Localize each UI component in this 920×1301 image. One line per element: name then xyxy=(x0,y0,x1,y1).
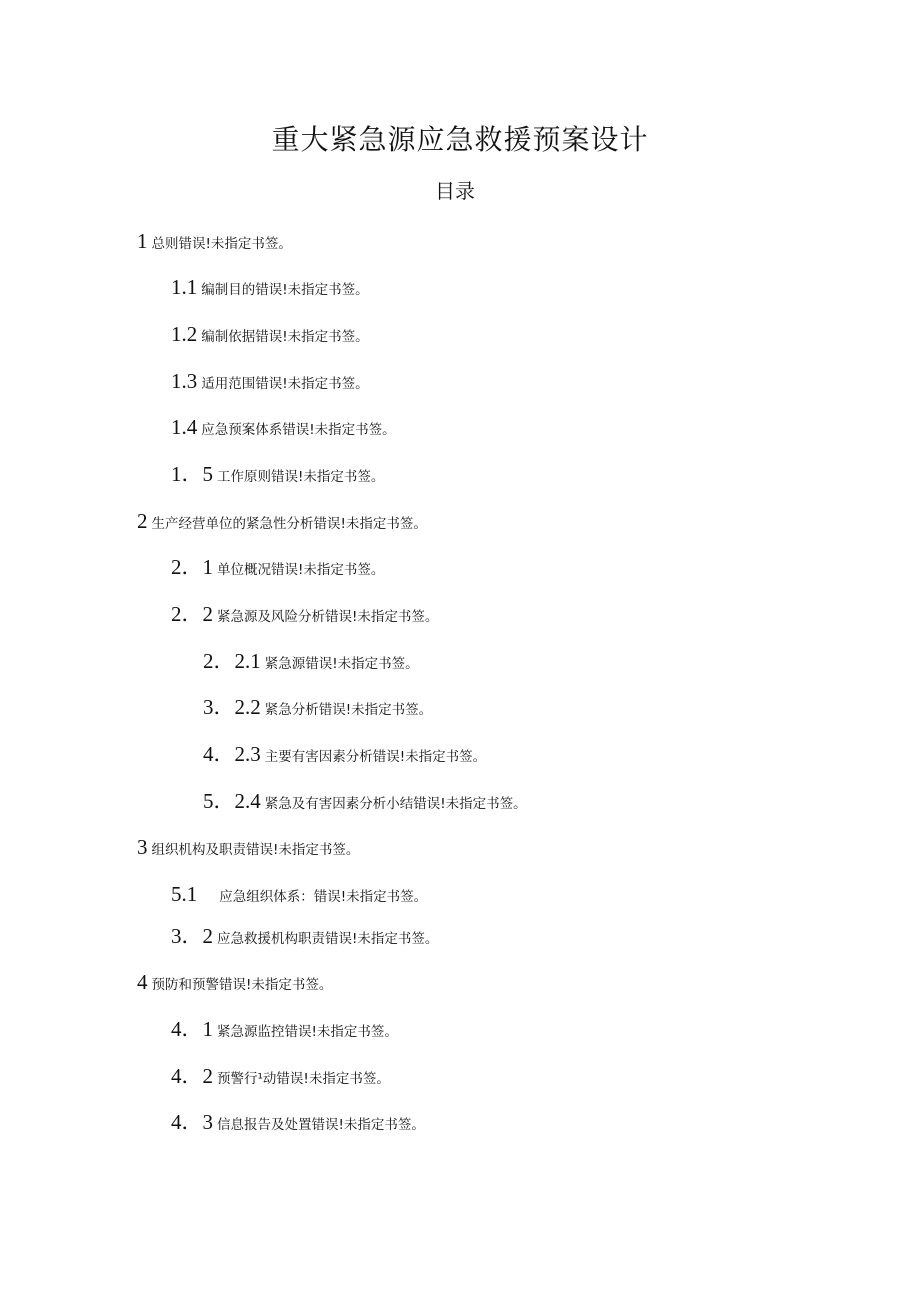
toc-entry-text: 适用范围错误!未指定书签。 xyxy=(201,376,369,392)
toc-entry-text: 总则错误!未指定书签。 xyxy=(151,236,292,252)
toc-entry-text: 生产经营单位的紧急性分析错误!未指定书签。 xyxy=(151,516,427,532)
toc-entry[interactable] xyxy=(137,507,427,535)
toc-entry-number: 3 xyxy=(137,835,148,859)
toc-entry[interactable] xyxy=(171,273,369,301)
toc-entry-number: 3．2.2 xyxy=(203,695,261,719)
toc-entry-number: 5.1 xyxy=(171,882,198,906)
toc-entry-text: 紧急分析错误!未指定书签。 xyxy=(264,702,433,718)
toc-entry-number: 1．5 xyxy=(171,462,213,486)
toc-entry-text: 编制目的错误!未指定书签。 xyxy=(201,282,369,298)
toc-entry[interactable] xyxy=(171,413,396,441)
toc-entry[interactable] xyxy=(171,1062,390,1090)
toc-entry-text: 工作原则错误!未指定书签。 xyxy=(217,469,385,485)
toc-entry-text: 编制依据错误!未指定书签。 xyxy=(201,329,369,345)
toc-entry-text: 紧急源监控错误!未指定书签。 xyxy=(217,1024,398,1040)
toc-entry-text: 紧急源及风险分析错误!未指定书签。 xyxy=(217,609,439,625)
toc-entry-text: 应急救援机构职责错误!未指定书签。 xyxy=(217,931,439,947)
toc-entry-text: 组织机构及职责错误!未指定书签。 xyxy=(151,842,360,858)
toc-entry[interactable] xyxy=(203,740,486,768)
toc-entry-number: 4．3 xyxy=(171,1110,213,1134)
toc-entry-number: 4．2.3 xyxy=(203,742,261,766)
toc-entry[interactable] xyxy=(171,922,438,950)
toc-entry-number: 2 xyxy=(137,509,148,533)
toc-entry-text: 应急预案体系错误!未指定书签。 xyxy=(201,422,396,438)
toc-entry[interactable] xyxy=(203,647,419,675)
toc-entry-number: 4 xyxy=(137,970,148,994)
toc-entry[interactable] xyxy=(171,460,384,488)
toc-entry[interactable] xyxy=(203,787,527,815)
toc-entry-number: 1 xyxy=(137,229,148,253)
toc-entry-text: 紧急源错误!未指定书签。 xyxy=(264,656,419,672)
toc-entry-text: 主要有害因素分析错误!未指定书签。 xyxy=(264,749,487,765)
toc-entry-number: 1.1 xyxy=(171,275,198,299)
toc-entry-number: 2．2 xyxy=(171,602,213,626)
toc-heading: 目录 xyxy=(435,179,475,203)
toc-entry-number: 4．1 xyxy=(171,1017,213,1041)
toc-entry-text: 紧急及有害因素分析小结错误!未指定书签。 xyxy=(264,796,527,812)
toc-entry[interactable] xyxy=(171,367,369,395)
toc-entry[interactable] xyxy=(171,880,427,908)
toc-entry-number: 1.4 xyxy=(171,415,198,439)
toc-entry[interactable] xyxy=(203,693,432,721)
toc-entry-text: 预防和预警错误!未指定书签。 xyxy=(151,977,333,993)
toc-entry[interactable] xyxy=(171,1015,398,1043)
toc-entry-number: 5．2.4 xyxy=(203,789,261,813)
toc-entry-text: 应急组织体系：错误!未指定书签。 xyxy=(219,889,428,905)
document-title: 重大紧急源应急救援预案设计 xyxy=(271,123,649,156)
toc-entry-text: 信息报告及处置错误!未指定书签。 xyxy=(217,1117,425,1133)
toc-entry-number: 1.3 xyxy=(171,369,198,393)
toc-entry-number: 2．1 xyxy=(171,555,213,579)
toc-entry[interactable] xyxy=(171,600,438,628)
toc-entry[interactable] xyxy=(137,968,332,996)
toc-entry-text: 单位概况错误!未指定书签。 xyxy=(217,562,385,578)
toc-entry-number: 4．2 xyxy=(171,1064,213,1088)
toc-entry-number: 1.2 xyxy=(171,322,198,346)
toc-entry-number: 3．2 xyxy=(171,924,213,948)
toc-entry[interactable] xyxy=(171,553,384,581)
toc-entry-text: 预警行¹动错误!未指定书签。 xyxy=(217,1071,390,1087)
toc-entry-number: 2．2.1 xyxy=(203,649,261,673)
toc-entry[interactable] xyxy=(171,1108,425,1136)
toc-entry[interactable] xyxy=(171,320,369,348)
toc-entry[interactable] xyxy=(137,227,292,255)
toc-entry[interactable] xyxy=(137,833,359,861)
